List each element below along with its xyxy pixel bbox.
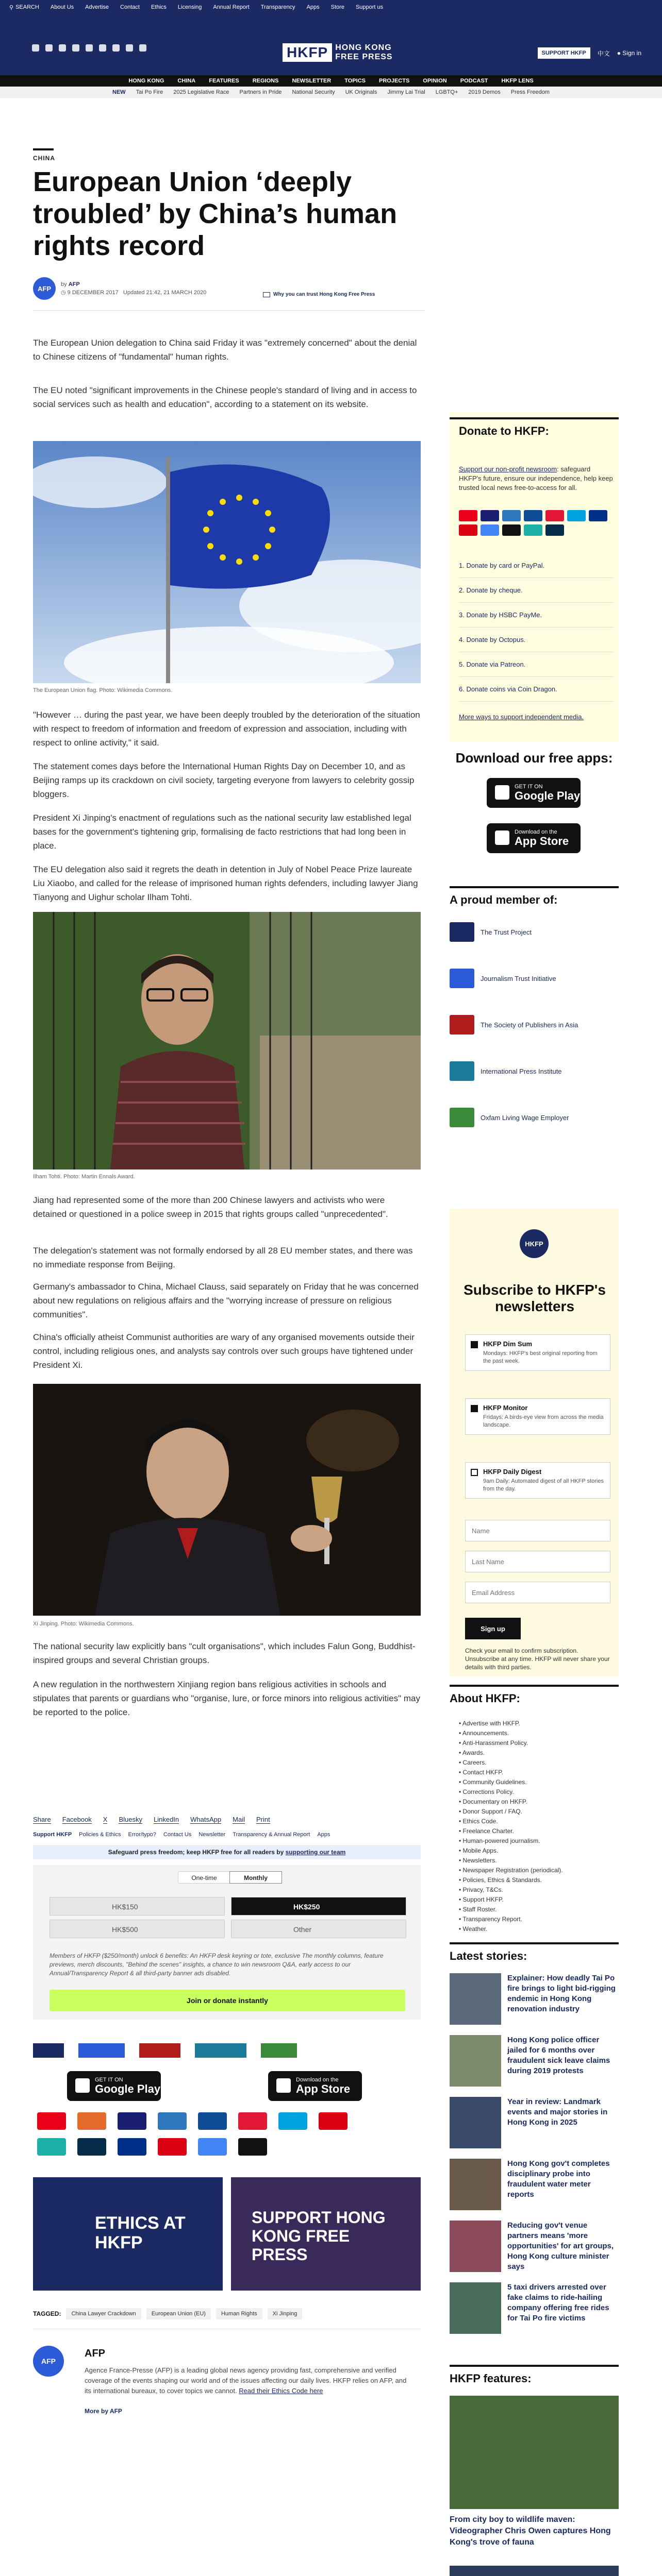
share-whatsapp[interactable]: WhatsApp bbox=[190, 1816, 222, 1823]
threads-icon[interactable] bbox=[72, 44, 79, 52]
sopa-logo[interactable] bbox=[139, 2043, 180, 2058]
story-thumbnail bbox=[450, 2221, 501, 2272]
share-bluesky[interactable]: Bluesky bbox=[119, 1816, 142, 1823]
trending-item[interactable]: 2019 Demos bbox=[468, 89, 501, 95]
trending-item[interactable]: LGBTQ+ bbox=[435, 89, 458, 95]
topbar-link-apps[interactable]: Apps bbox=[306, 4, 320, 10]
topbar-link-annual-report[interactable]: Annual Report bbox=[213, 4, 250, 10]
nav-item-regions[interactable]: REGIONS bbox=[252, 78, 279, 84]
byline-meta: by AFP ◷ 9 DECEMBER 2017 Updated 21:42, 21 MARCH 2020 bbox=[61, 281, 207, 296]
visa-icon bbox=[481, 510, 499, 521]
bluesky-icon[interactable] bbox=[86, 44, 93, 52]
about-list bbox=[459, 1719, 614, 1934]
about-link[interactable]: • Announcements. bbox=[459, 1728, 614, 1738]
about-link[interactable]: • Freelance Charter. bbox=[459, 1826, 614, 1836]
more-ways-link[interactable]: More ways to support independent media. bbox=[459, 713, 584, 721]
frequency-toggle bbox=[178, 1871, 282, 1884]
trending-item[interactable]: Partners in Pride bbox=[239, 89, 282, 95]
freq-monthly[interactable]: Monthly bbox=[230, 1872, 282, 1883]
support-banner[interactable]: SUPPORT HONG KONG FREE PRESS bbox=[231, 2177, 421, 2291]
member-item[interactable]: The Trust Project bbox=[450, 922, 532, 942]
ethics-banner[interactable]: ETHICS AT HKFP bbox=[33, 2177, 223, 2291]
nav-item-topics[interactable]: TOPICS bbox=[344, 78, 366, 84]
header-actions bbox=[538, 47, 642, 59]
author-name[interactable]: AFP bbox=[68, 281, 80, 287]
tag-chip[interactable]: China Lawyer Crackdown bbox=[66, 2308, 141, 2319]
mastercard-icon bbox=[459, 510, 477, 521]
jti-logo bbox=[450, 969, 474, 988]
story-thumbnail bbox=[450, 2097, 501, 2148]
share-label: Share bbox=[33, 1816, 51, 1823]
ethics-code-link[interactable]: Read their Ethics Code here bbox=[239, 2387, 323, 2395]
donate-method[interactable]: 5. Donate via Patreon. bbox=[459, 652, 614, 677]
about-link[interactable]: • Donor Support / FAQ. bbox=[459, 1807, 614, 1817]
latest-story[interactable]: Explainer: How deadly Tai Po fire brings to light bid-rigging endemic in Hong Kong renovation industry bbox=[450, 1973, 619, 2025]
article-paragraph: Jiang had represented some of the more than 200 Chinese lawyers and activists who were detained or questioned in a police sweep in 2015 that rights groups called "unprecedented". bbox=[33, 1195, 388, 1219]
payme-icon bbox=[459, 524, 477, 536]
support-newsroom-link[interactable]: Support our non-profit newsroom bbox=[459, 465, 557, 473]
oxfam-logo bbox=[450, 1108, 474, 1127]
share-print[interactable]: Print bbox=[256, 1816, 270, 1823]
topbar-link-contact[interactable]: Contact bbox=[120, 4, 140, 10]
article-tags bbox=[33, 2308, 302, 2319]
author-box-avatar[interactable]: AFP bbox=[33, 2346, 64, 2377]
oxfam-logo[interactable] bbox=[261, 2043, 297, 2058]
about-link[interactable]: • Newspaper Registration (periodical). bbox=[459, 1866, 614, 1875]
checkbox-checked[interactable] bbox=[471, 1405, 478, 1412]
latest-story[interactable]: 5 taxi drivers arrested over fake claims to ride-hailing company offering free rides for Tai Po fire victims bbox=[450, 2282, 619, 2334]
signup-button[interactable]: Sign up bbox=[465, 1618, 521, 1639]
trending-item[interactable]: Press Freedom bbox=[510, 89, 550, 95]
checkbox-checked[interactable] bbox=[471, 1341, 478, 1348]
about-link[interactable]: • Careers. bbox=[459, 1758, 614, 1768]
nav-item-hong-kong[interactable]: HONG KONG bbox=[128, 78, 164, 84]
more-by-author-link[interactable]: More by AFP bbox=[85, 2408, 122, 2415]
first-name-field[interactable] bbox=[465, 1520, 610, 1541]
instagram-icon[interactable] bbox=[59, 44, 66, 52]
about-link[interactable]: • Transparency Report. bbox=[459, 1914, 614, 1924]
apps-title: Download our free apps: bbox=[455, 750, 613, 766]
published-date: 9 DECEMBER 2017 bbox=[67, 290, 119, 296]
nav-item-projects[interactable]: PROJECTS bbox=[378, 78, 410, 84]
logo-text: HONG KONG FREE PRESS bbox=[335, 43, 393, 61]
about-link[interactable]: • Newsletters. bbox=[459, 1856, 614, 1866]
xi-jinping-image bbox=[33, 1384, 421, 1616]
footer-link[interactable]: Error/typo? bbox=[128, 1832, 156, 1838]
google-pay-icon bbox=[481, 524, 499, 536]
article-paragraph: President Xi Jinping's enactment of regulations such as the national security law established legal bases for the government's tightening grip, formalising de facto restrictions that had long been in place. bbox=[33, 813, 411, 851]
search-button[interactable]: ⚲ SEARCH bbox=[9, 4, 39, 11]
tag-chip[interactable]: European Union (EU) bbox=[146, 2308, 211, 2319]
paypal-icon bbox=[118, 2138, 146, 2156]
latest-story[interactable]: Year in review: Landmark events and major stories in Hong Kong in 2025 bbox=[450, 2097, 619, 2148]
share-linkedin[interactable]: LinkedIn bbox=[154, 1816, 179, 1823]
linkedin-icon[interactable] bbox=[126, 44, 133, 52]
app-store-badge[interactable]: Download on the App Store bbox=[268, 2071, 362, 2101]
topbar-link-advertise[interactable]: Advertise bbox=[85, 4, 109, 10]
latest-title: Latest stories: bbox=[450, 1942, 619, 1963]
app-store-badge[interactable]: Download on the App Store bbox=[487, 823, 581, 853]
google-play-icon bbox=[495, 785, 509, 800]
about-link[interactable]: • Community Guidelines. bbox=[459, 1777, 614, 1787]
trending-item[interactable]: National Security bbox=[292, 89, 335, 95]
unionpay-icon bbox=[545, 510, 564, 521]
clock-icon: ◷ bbox=[61, 290, 66, 296]
payment-cards-row bbox=[459, 510, 614, 536]
share-x[interactable]: X bbox=[103, 1816, 108, 1823]
member-item[interactable]: International Press Institute bbox=[450, 1061, 562, 1081]
alipay-icon bbox=[37, 2138, 66, 2156]
newsletter-option[interactable]: HKFP Dim Sum Mondays: HKFP's best original reporting from the past week. bbox=[465, 1334, 610, 1371]
topbar-link-store[interactable]: Store bbox=[330, 4, 344, 10]
apple-icon bbox=[276, 2078, 291, 2093]
trending-item[interactable]: Jimmy Lai Trial bbox=[387, 89, 425, 95]
discover-icon bbox=[77, 2112, 106, 2130]
donate-method[interactable]: 3. Donate by HSBC PayMe. bbox=[459, 603, 614, 628]
donate-benefits-note: Members of HKFP ($250/month) unlock 6 benefits: An HKFP desk keyring or tote, exclusive The monthly columns, feature previews, merch discounts, "Behind the scenes" insights, a chance to win newsroom Q&A, early access to our Annual/Transparency Report & all third-party banner ads disabled. bbox=[49, 1952, 384, 1977]
footer-link[interactable]: Newsletter bbox=[198, 1832, 226, 1838]
story-thumbnail bbox=[450, 2035, 501, 2087]
image-caption: Xi Jinping. Photo: Wikimedia Commons. bbox=[33, 1621, 134, 1627]
article-paragraph: Germany's ambassador to China, Michael Clauss, said separately on Friday that he was concerned about new regulations on religious affairs and the "worrying increase of pressure on religious communities". bbox=[33, 1282, 419, 1319]
about-link[interactable]: • Advertise with HKFP. bbox=[459, 1719, 614, 1728]
safeguard-banner: Safeguard press freedom; keep HKFP free for all readers by supporting our team bbox=[33, 1845, 421, 1859]
tag-chip[interactable]: Xi Jinping bbox=[268, 2308, 303, 2319]
ilham-tohti-image bbox=[33, 912, 421, 1170]
about-link[interactable]: • Human-powered journalism. bbox=[459, 1836, 614, 1846]
author-box-name[interactable]: AFP bbox=[85, 2348, 105, 2359]
feature-image[interactable] bbox=[450, 2566, 619, 2576]
about-link[interactable]: • Mobile Apps. bbox=[459, 1846, 614, 1856]
patreon-icon bbox=[77, 2138, 106, 2156]
newsletter-panel bbox=[450, 1209, 619, 1676]
social-links bbox=[32, 44, 146, 52]
ipi-logo bbox=[450, 1061, 474, 1081]
logo-abbr: HKFP bbox=[283, 43, 332, 62]
email-field[interactable] bbox=[465, 1582, 610, 1603]
main-nav bbox=[0, 75, 662, 87]
story-thumbnail bbox=[450, 1973, 501, 2025]
about-link[interactable]: • Staff Roster. bbox=[459, 1905, 614, 1914]
article-title: European Union ‘deeply troubled’ by China’s human rights record bbox=[33, 166, 398, 261]
share-bar bbox=[33, 1816, 270, 1824]
about-link[interactable]: • Weather. bbox=[459, 1924, 614, 1934]
trending-item[interactable]: UK Originals bbox=[345, 89, 377, 95]
new-label: NEW bbox=[112, 89, 126, 95]
site-logo[interactable] bbox=[283, 43, 393, 62]
about-link[interactable]: • Privacy, T&Cs. bbox=[459, 1885, 614, 1895]
apple-pay-icon bbox=[502, 524, 521, 536]
section-rule bbox=[33, 148, 54, 150]
latest-story[interactable]: Hong Kong police officer jailed for 6 months over fraudulent sick leave claims during 2019 protests bbox=[450, 2035, 619, 2087]
trending-item[interactable]: Tai Po Fire bbox=[136, 89, 163, 95]
apple-pay-icon bbox=[238, 2138, 267, 2156]
site-header bbox=[0, 14, 662, 75]
author-avatar[interactable]: AFP bbox=[33, 277, 56, 300]
article-paragraph: China's officially atheist Communist authorities are wary of any organised movements outside their control, including religious ones, and analysts say controls over such groups have tightened under President Xi. bbox=[33, 1332, 415, 1370]
amex-icon bbox=[502, 510, 521, 521]
checkbox-unchecked[interactable] bbox=[471, 1469, 478, 1476]
feature-headline[interactable]: From city boy to wildlife maven: Videographer Chris Owen captures Hong Kong's trove of fauna bbox=[450, 2515, 611, 2547]
donate-methods-list bbox=[459, 553, 614, 702]
member-item[interactable]: The Society of Publishers in Asia bbox=[450, 1015, 578, 1035]
share-facebook[interactable]: Facebook bbox=[62, 1816, 92, 1823]
nav-item-podcast[interactable]: PODCAST bbox=[460, 78, 488, 84]
article-paragraph: "However … during the past year, we have been deeply troubled by the deterioration of the situation with respect to freedom of information and freedom of expression and association, including with respect to online activity," it said. bbox=[33, 710, 420, 748]
youtube-icon[interactable] bbox=[112, 44, 120, 52]
section-label[interactable]: CHINA bbox=[33, 155, 55, 162]
facebook-icon[interactable] bbox=[32, 44, 39, 52]
google-play-icon bbox=[75, 2078, 90, 2093]
byline bbox=[33, 277, 206, 300]
topbar-link-ethics[interactable]: Ethics bbox=[151, 4, 167, 10]
newsletter-logo: HKFP bbox=[520, 1229, 549, 1258]
jcb-icon bbox=[198, 2112, 227, 2130]
payme-icon bbox=[319, 2112, 347, 2130]
member-item[interactable]: Oxfam Living Wage Employer bbox=[450, 1108, 569, 1127]
about-link[interactable]: • Awards. bbox=[459, 1748, 614, 1758]
topbar-link-licensing[interactable]: Licensing bbox=[177, 4, 202, 10]
amount-option-other[interactable]: Other bbox=[231, 1920, 406, 1938]
latest-story[interactable]: Reducing gov't venue partners means 'more opportunities' for art groups, Hong Kong culture minister says bbox=[450, 2221, 619, 2272]
about-link[interactable]: • Anti-Harassment Policy. bbox=[459, 1738, 614, 1748]
article-paragraph: The delegation's statement was not formally endorsed by all 28 EU member states, and there was no immediate response from Beijing. bbox=[33, 1246, 413, 1269]
jcb-icon bbox=[524, 510, 542, 521]
share-mail[interactable]: Mail bbox=[233, 1816, 245, 1823]
nav-item-features[interactable]: FEATURES bbox=[209, 78, 239, 84]
features-title: HKFP features: bbox=[450, 2365, 619, 2385]
topbar-link-support[interactable]: Support us bbox=[355, 4, 384, 10]
article-paragraph: The EU noted "significant improvements in the Chinese people's standard of living and in access to social services such as health and education", according to a statement on its website. bbox=[33, 385, 417, 409]
mastercard-icon bbox=[37, 2112, 66, 2130]
nav-item-newsletter[interactable]: NEWSLETTER bbox=[292, 78, 332, 84]
trending-item[interactable]: 2025 Legislative Race bbox=[173, 89, 229, 95]
freq-one-time[interactable]: One-time bbox=[191, 1874, 217, 1882]
about-link[interactable]: • Contact HKFP. bbox=[459, 1768, 614, 1777]
donate-method[interactable]: 6. Donate coins via Coin Dragon. bbox=[459, 677, 614, 702]
about-link[interactable]: • Ethics Code. bbox=[459, 1817, 614, 1826]
article-paragraph: A new regulation in the northwestern Xinjiang region bans religious activities in schools and stipulates that parents or guardians who "organise, lure, or force minors into religious activities" may be reported to the police. bbox=[33, 1680, 420, 1717]
member-title: A proud member of: bbox=[450, 886, 619, 907]
trust-icon bbox=[263, 292, 270, 297]
member-logos-row bbox=[33, 2040, 421, 2061]
last-name-field[interactable] bbox=[465, 1551, 610, 1572]
sopa-logo bbox=[450, 1015, 474, 1035]
footer-link[interactable]: Support HKFP bbox=[33, 1832, 72, 1838]
google-play-badge[interactable]: GET IT ON Google Play bbox=[487, 778, 581, 808]
article-footer-links bbox=[33, 1832, 330, 1838]
octopus-icon bbox=[567, 510, 586, 521]
alipay-icon bbox=[524, 524, 542, 536]
story-thumbnail bbox=[450, 2282, 501, 2334]
newsletter-option[interactable]: HKFP Daily Digest 9am Daily: Automated digest of all HKFP stories from the day. bbox=[465, 1462, 610, 1499]
x-icon[interactable] bbox=[45, 44, 53, 52]
google-play-badge[interactable]: GET IT ON Google Play bbox=[67, 2071, 161, 2101]
story-thumbnail bbox=[450, 2159, 501, 2210]
article-paragraph: The European Union delegation to China said Friday it was "extremely concerned" about the denial to Chinese citizens of "fundamental" human rights. bbox=[33, 338, 417, 362]
amount-option[interactable]: HK$500 bbox=[49, 1920, 225, 1938]
unionpay-icon bbox=[238, 2112, 267, 2130]
visa-icon bbox=[118, 2112, 146, 2130]
join-donate-button[interactable]: Join or donate instantly bbox=[49, 1990, 405, 2011]
updated-date: Updated 21:42, 21 MARCH 2020 bbox=[123, 290, 207, 296]
support-team-link[interactable]: supporting our team bbox=[285, 1849, 346, 1856]
feature-image[interactable] bbox=[450, 2396, 619, 2509]
footer-link[interactable]: Transparency & Annual Report bbox=[233, 1832, 310, 1838]
donate-method[interactable]: 2. Donate by cheque. bbox=[459, 578, 614, 603]
latest-stories bbox=[450, 1973, 619, 2344]
telegram-icon[interactable] bbox=[139, 44, 146, 52]
footer-link[interactable]: Policies & Ethics bbox=[79, 1832, 121, 1838]
apple-icon bbox=[495, 831, 509, 845]
octopus-icon bbox=[278, 2112, 307, 2130]
article-paragraph: The statement comes days before the International Human Rights Day on December 10, and as Beijing ramps up its crackdown on civil society, targeting everyone from lawyers to celebrity gossip bloggers. bbox=[33, 761, 415, 799]
about-title: About HKFP: bbox=[450, 1685, 619, 1705]
user-icon: ● bbox=[617, 49, 621, 57]
nav-item-hkfp-lens[interactable]: HKFP LENS bbox=[501, 78, 534, 84]
search-icon: ⚲ bbox=[9, 4, 14, 11]
tag-chip[interactable]: Human Rights bbox=[216, 2308, 262, 2319]
divider bbox=[33, 310, 425, 311]
image-caption: The European Union flag. Photo: Wikimedia Commons. bbox=[33, 687, 173, 693]
donate-method[interactable]: 4. Donate by Octopus. bbox=[459, 628, 614, 652]
why-trust-link[interactable]: Why you can trust Hong Kong Free Press bbox=[263, 292, 375, 297]
mail-icon[interactable] bbox=[99, 44, 106, 52]
nav-item-opinion[interactable]: OPINION bbox=[423, 78, 447, 84]
google-pay-icon bbox=[198, 2138, 227, 2156]
about-link[interactable]: • Documentary on HKFP. bbox=[459, 1797, 614, 1807]
features-list bbox=[450, 2396, 619, 2576]
support-hkfp-button[interactable]: SUPPORT HKFP bbox=[538, 47, 590, 59]
member-item[interactable]: Journalism Trust Initiative bbox=[450, 969, 556, 988]
ipi-logo[interactable] bbox=[195, 2043, 246, 2058]
donate-intro: Support our non-profit newsroom: safeguard HKFP's future, ensure our independence, help keep trusted local news free-to-access for all. bbox=[459, 465, 613, 492]
newsletter-note: Check your email to confirm subscription. Unsubscribe at any time. HKFP will never share your details with third parties. bbox=[465, 1647, 610, 1671]
payme-icon bbox=[158, 2138, 187, 2156]
about-link[interactable]: • Support HKFP. bbox=[459, 1895, 614, 1905]
tags-label: TAGGED: bbox=[33, 2310, 61, 2317]
image-caption: Ilham Tohti. Photo: Martin Ennals Award. bbox=[33, 1174, 135, 1180]
footer-link[interactable]: Apps bbox=[317, 1832, 330, 1838]
language-switch[interactable]: 中文 bbox=[597, 49, 610, 57]
about-link[interactable]: • Corrections Policy. bbox=[459, 1787, 614, 1797]
paypal-icon bbox=[589, 510, 607, 521]
donate-title: Donate to HKFP: bbox=[450, 417, 619, 438]
article-paragraph: The EU delegation also said it regrets the death in detention in July of Nobel Peace Prize laureate Liu Xiaobo, and called for the release of imprisoned human rights defenders, including lawyer Jiang Tianyong and Uighur scholar Ilham Tohti. bbox=[33, 865, 418, 902]
amex-icon bbox=[158, 2112, 187, 2130]
amount-option-selected[interactable]: HK$250 bbox=[231, 1897, 406, 1916]
footer-link[interactable]: Contact Us bbox=[163, 1832, 192, 1838]
topbar-link-transparency[interactable]: Transparency bbox=[260, 4, 295, 10]
amount-option[interactable]: HK$150 bbox=[49, 1897, 225, 1916]
article-paragraph: The national security law explicitly bans "cult organisations", which includes Falun Gong, Buddhist-inspired groups and several Christian groups. bbox=[33, 1641, 416, 1665]
author-box-bio: Agence France-Presse (AFP) is a leading global news agency providing fast, comprehensive and verified coverage of the events shaping our world and of the issues affecting our daily lives. HKFP relies on AFP, and its international bureaux, to cover topics we cannot. Read their Ethics Code here bbox=[85, 2366, 407, 2395]
trust-project-logo[interactable] bbox=[33, 2043, 64, 2058]
eu-flag-image bbox=[33, 441, 421, 683]
patreon-icon bbox=[545, 524, 564, 536]
newsletter-option[interactable]: HKFP Monitor Fridays: A birds-eye view from across the media landscape. bbox=[465, 1398, 610, 1435]
topbar-link-about[interactable]: About Us bbox=[50, 4, 74, 10]
newsletter-title: Subscribe to HKFP's newsletters bbox=[464, 1282, 606, 1314]
top-utility-bar bbox=[0, 0, 662, 14]
signin-link[interactable]: ● Sign in bbox=[617, 49, 641, 57]
jti-logo[interactable] bbox=[78, 2043, 125, 2058]
latest-story[interactable]: Hong Kong gov't completes disciplinary probe into fraudulent water meter reports bbox=[450, 2159, 619, 2210]
nav-item-china[interactable]: CHINA bbox=[177, 78, 196, 84]
about-link[interactable]: • Policies, Ethics & Standards. bbox=[459, 1875, 614, 1885]
trending-bar bbox=[0, 87, 662, 98]
trust-project-logo bbox=[450, 922, 474, 942]
donate-method[interactable]: 1. Donate by card or PayPal. bbox=[459, 553, 614, 578]
